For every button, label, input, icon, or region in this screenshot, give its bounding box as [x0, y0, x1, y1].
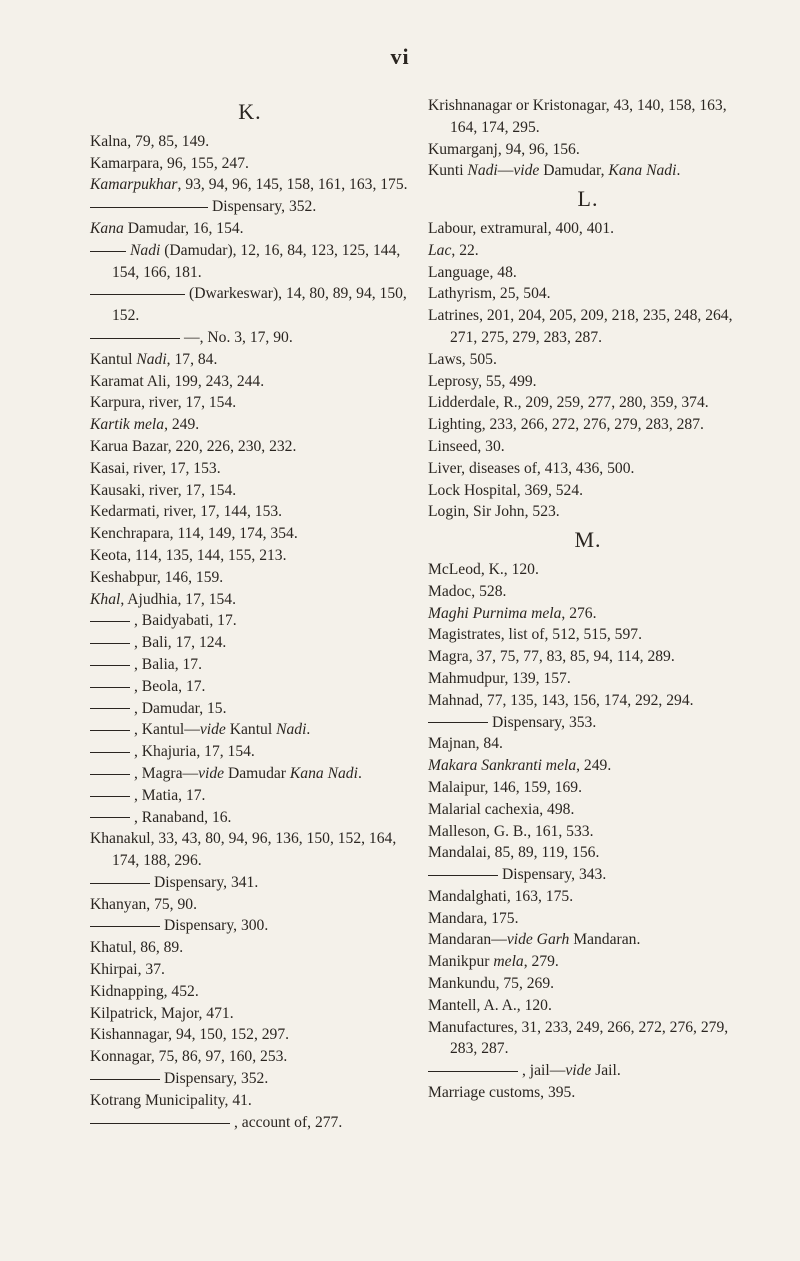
- index-entry-text: , jail—vide Jail.: [522, 1062, 621, 1080]
- index-entry: [428, 305, 748, 349]
- index-entry-text: Khanakul, 33, 43, 80, 94, 96, 136, 150, 152, 164, 174, 188, 296.: [90, 830, 397, 870]
- index-entry-text: , Damudar, 15.: [134, 699, 227, 717]
- index-entry-text: Dispensary, 352.: [164, 1070, 269, 1088]
- index-entry: [428, 218, 748, 240]
- index-entry: [90, 1068, 410, 1090]
- index-entry-text: —, No. 3, 17, 90.: [184, 328, 293, 346]
- index-entry: [428, 712, 748, 734]
- index-entry: [90, 436, 410, 458]
- index-entry: [428, 1082, 748, 1104]
- index-entry: [428, 603, 748, 625]
- index-entry: [428, 951, 748, 973]
- index-entry-text: (Dwarkeswar), 14, 80, 89, 94, 150, 152.: [112, 285, 407, 325]
- index-entry-text: Keota, 114, 135, 144, 155, 213.: [90, 546, 287, 564]
- index-entry-text: Latrines, 201, 204, 205, 209, 218, 235, 248, 264, 271, 275, 279, 283, 287.: [428, 307, 733, 346]
- ditto-dash: [428, 722, 488, 723]
- index-entry: [90, 741, 410, 763]
- index-entry: [90, 1112, 410, 1134]
- index-entry-text: Khanyan, 75, 90.: [90, 895, 197, 913]
- index-entry-text: Mantell, A. A., 120.: [428, 996, 552, 1014]
- index-entry: [90, 283, 410, 327]
- index-entry: [90, 349, 410, 371]
- ditto-dash: [90, 817, 130, 818]
- index-entry: [90, 1046, 410, 1068]
- index-entry-text: Kalna, 79, 85, 149.: [90, 132, 210, 150]
- index-entry: [90, 763, 410, 785]
- index-entry-text: Dispensary, 341.: [154, 873, 259, 891]
- ditto-dash: [90, 251, 126, 252]
- index-entry: [428, 668, 748, 690]
- index-entry-text: Dispensary, 343.: [502, 866, 607, 884]
- index-entry: [90, 392, 410, 414]
- index-entry: [90, 632, 410, 654]
- index-entry: [90, 719, 410, 741]
- section-letter: K.: [238, 99, 262, 124]
- index-entry-text: Kunti Nadi—vide Damudar, Kana Nadi.: [428, 162, 681, 180]
- index-entry: [90, 218, 410, 240]
- index-entry-text: Mandalghati, 163, 175.: [428, 887, 574, 905]
- index-entry-text: Malaipur, 146, 159, 169.: [428, 778, 582, 796]
- index-entry-text: Makara Sankranti mela, 249.: [428, 757, 612, 775]
- index-entry: [428, 646, 748, 668]
- index-entry-text: Karamat Ali, 199, 243, 244.: [90, 372, 265, 390]
- index-entry: [90, 807, 410, 829]
- index-entry-text: , Bali, 17, 124.: [134, 634, 227, 652]
- index-entry: [428, 581, 748, 603]
- page-number: vi: [390, 44, 410, 69]
- index-entry: [90, 785, 410, 807]
- index-entry: [90, 828, 410, 872]
- index-entry: [428, 414, 748, 436]
- index-entry: [428, 283, 748, 305]
- index-entry: [428, 349, 748, 371]
- ditto-dash: [90, 621, 130, 622]
- index-entry: [90, 458, 410, 480]
- index-entry: [90, 937, 410, 959]
- index-entry-text: Konnagar, 75, 86, 97, 160, 253.: [90, 1048, 288, 1066]
- ditto-dash: [90, 643, 130, 644]
- index-entry: [428, 501, 748, 523]
- ditto-dash: [90, 708, 130, 709]
- index-entry: [428, 480, 748, 502]
- index-entry: [90, 131, 410, 153]
- index-entry: [428, 95, 748, 139]
- index-entry-text: Kamarpara, 96, 155, 247.: [90, 154, 249, 172]
- index-entry-text: , Kantul—vide Kantul Nadi.: [134, 721, 311, 739]
- index-entry: [428, 139, 748, 161]
- ditto-dash: [90, 883, 150, 884]
- index-entry: [428, 886, 748, 908]
- index-entry: [90, 654, 410, 676]
- index-entry: [428, 842, 748, 864]
- index-entry-text: Kilpatrick, Major, 471.: [90, 1004, 234, 1022]
- index-entry: [428, 392, 748, 414]
- index-entry: [428, 864, 748, 886]
- index-entry: [428, 799, 748, 821]
- index-entry: [90, 153, 410, 175]
- index-entry-text: Lac, 22.: [428, 241, 479, 259]
- index-entry-text: Khal, Ajudhia, 17, 154.: [90, 590, 236, 608]
- index-entry-text: Kumarganj, 94, 96, 156.: [428, 140, 580, 158]
- index-entry: [428, 371, 748, 393]
- index-entry: [90, 480, 410, 502]
- index-entry-text: Lathyrism, 25, 504.: [428, 285, 551, 303]
- ditto-dash: [90, 926, 160, 927]
- index-entry: [90, 698, 410, 720]
- index-entry: [90, 589, 410, 611]
- index-entry-text: Keshabpur, 146, 159.: [90, 568, 224, 586]
- index-entry-text: , Matia, 17.: [134, 786, 206, 804]
- index-entry-text: Kedarmati, river, 17, 144, 153.: [90, 503, 283, 521]
- index-entry: [90, 1024, 410, 1046]
- index-entry: [90, 523, 410, 545]
- index-entry-text: Login, Sir John, 523.: [428, 503, 560, 521]
- index-entry: [90, 872, 410, 894]
- section-letter: L.: [577, 186, 599, 212]
- index-entry: [428, 436, 748, 458]
- index-entry-text: Dispensary, 300.: [164, 917, 269, 935]
- index-entry-text: Kartik mela, 249.: [90, 416, 200, 434]
- index-entry-text: Mandalai, 85, 89, 119, 156.: [428, 844, 600, 862]
- index-entry-text: Dispensary, 352.: [212, 198, 317, 216]
- index-entry-text: Kishannagar, 94, 150, 152, 297.: [90, 1026, 290, 1044]
- index-entry-text: Karua Bazar, 220, 226, 230, 232.: [90, 437, 297, 455]
- index-entry-text: Kana Damudar, 16, 154.: [90, 219, 244, 237]
- index-entry: [428, 755, 748, 777]
- index-entry-text: Nadi (Damudar), 12, 16, 84, 123, 125, 144, 154, 166, 181.: [112, 241, 401, 281]
- index-entry-text: , account of, 277.: [234, 1113, 343, 1131]
- index-entry: [428, 160, 748, 182]
- ditto-dash: [90, 796, 130, 797]
- index-entry: [90, 174, 410, 196]
- index-entry: [428, 733, 748, 755]
- ditto-dash: [90, 687, 130, 688]
- ditto-dash: [90, 294, 185, 295]
- index-entry-text: Lighting, 233, 266, 272, 276, 279, 283, 287.: [428, 416, 704, 434]
- index-entry-text: Kidnapping, 452.: [90, 982, 199, 1000]
- index-entry: [428, 559, 748, 581]
- index-entry-text: Leprosy, 55, 499.: [428, 372, 537, 390]
- index-entry: [428, 821, 748, 843]
- index-entry-text: Kamarpukhar, 93, 94, 96, 145, 158, 161, 163, 175.: [90, 176, 408, 194]
- index-entry: [90, 371, 410, 393]
- index-entry: [428, 690, 748, 712]
- ditto-dash: [90, 338, 180, 339]
- index-entry: [428, 777, 748, 799]
- ditto-dash: [90, 774, 130, 775]
- index-entry: [90, 501, 410, 523]
- index-entry: [90, 981, 410, 1003]
- index-entry-text: Laws, 505.: [428, 350, 497, 368]
- index-entry: [90, 327, 410, 349]
- index-entry-text: Madoc, 528.: [428, 582, 507, 600]
- index-entry-text: Mankundu, 75, 269.: [428, 975, 555, 993]
- index-entry: [90, 240, 410, 284]
- index-entry-text: Mandara, 175.: [428, 909, 519, 927]
- section-letter: M.: [574, 527, 602, 553]
- index-entry-text: Labour, extramural, 400, 401.: [428, 219, 615, 237]
- index-entry-text: Malleson, G. B., 161, 533.: [428, 822, 594, 840]
- index-entry-text: Mandaran—vide Garh Mandaran.: [428, 931, 641, 949]
- index-entry-text: Karpura, river, 17, 154.: [90, 394, 237, 412]
- index-entry-text: Malarial cachexia, 498.: [428, 800, 575, 818]
- index-entry-text: Kotrang Municipality, 41.: [90, 1091, 252, 1109]
- index-entry-text: Majnan, 84.: [428, 735, 503, 753]
- index-column-left: [90, 95, 410, 1133]
- index-entry-text: Mahnad, 77, 135, 143, 156, 174, 292, 294.: [428, 691, 694, 709]
- index-entry-text: Linseed, 30.: [428, 437, 505, 455]
- index-entry-text: Maghi Purnima mela, 276.: [428, 604, 597, 622]
- index-entry: [90, 545, 410, 567]
- index-entry-text: , Balia, 17.: [134, 655, 202, 673]
- index-entry: [90, 414, 410, 436]
- index-entry: [428, 995, 748, 1017]
- index-entry-text: Lidderdale, R., 209, 259, 277, 280, 359, 374.: [428, 394, 709, 412]
- index-entry: [90, 915, 410, 937]
- index-entry-text: Mahmudpur, 139, 157.: [428, 669, 571, 687]
- index-entry: [428, 262, 748, 284]
- index-entry-text: Marriage customs, 395.: [428, 1084, 576, 1102]
- index-entry: [90, 676, 410, 698]
- ditto-dash: [90, 730, 130, 731]
- index-entry: [90, 567, 410, 589]
- index-entry-text: Manikpur mela, 279.: [428, 953, 559, 971]
- index-entry-text: Liver, diseases of, 413, 436, 500.: [428, 459, 635, 477]
- index-entry-text: Kenchrapara, 114, 149, 174, 354.: [90, 525, 298, 543]
- index-entry-text: , Ranaband, 16.: [134, 808, 232, 826]
- index-entry-text: Manufactures, 31, 233, 249, 266, 272, 276, 279, 283, 287.: [428, 1018, 729, 1058]
- index-entry: [428, 624, 748, 646]
- index-entry: [90, 959, 410, 981]
- ditto-dash: [90, 1123, 230, 1124]
- index-entry: [428, 1060, 748, 1082]
- index-entry-text: Lock Hospital, 369, 524.: [428, 481, 584, 499]
- index-entry-text: McLeod, K., 120.: [428, 560, 539, 578]
- index-entry-text: , Khajuria, 17, 154.: [134, 743, 255, 761]
- index-entry-text: , Magra—vide Damudar Kana Nadi.: [134, 764, 362, 782]
- index-entry: [90, 894, 410, 916]
- index-entry: [428, 1017, 748, 1061]
- index-entry: [428, 458, 748, 480]
- index-entry-text: Kasai, river, 17, 153.: [90, 459, 221, 477]
- ditto-dash: [428, 1071, 518, 1072]
- index-entry-text: Kantul Nadi, 17, 84.: [90, 350, 218, 368]
- index-entry-text: Magistrates, list of, 512, 515, 597.: [428, 626, 642, 644]
- ditto-dash: [90, 752, 130, 753]
- index-entry: [428, 240, 748, 262]
- index-entry-text: , Baidyabati, 17.: [134, 612, 237, 630]
- index-entry: [428, 908, 748, 930]
- index-entry-text: Khirpai, 37.: [90, 961, 165, 979]
- index-entry-text: Krishnanagar or Kristonagar, 43, 140, 158, 163, 164, 174, 295.: [428, 97, 727, 136]
- index-entry-text: Dispensary, 353.: [492, 713, 597, 731]
- ditto-dash: [90, 207, 208, 208]
- index-entry-text: Magra, 37, 75, 77, 83, 85, 94, 114, 289.: [428, 648, 675, 666]
- index-entry: [90, 610, 410, 632]
- ditto-dash: [428, 875, 498, 876]
- index-entry: [428, 929, 748, 951]
- index-entry-text: , Beola, 17.: [134, 677, 206, 695]
- index-entry: [90, 1090, 410, 1112]
- index-entry: [90, 196, 410, 218]
- index-entry: [90, 1003, 410, 1025]
- index-column-right: [428, 95, 748, 1104]
- index-entry-text: Kausaki, river, 17, 154.: [90, 481, 237, 499]
- index-entry: [428, 973, 748, 995]
- index-entry-text: Khatul, 86, 89.: [90, 939, 184, 957]
- ditto-dash: [90, 665, 130, 666]
- ditto-dash: [90, 1079, 160, 1080]
- index-entry-text: Language, 48.: [428, 263, 517, 281]
